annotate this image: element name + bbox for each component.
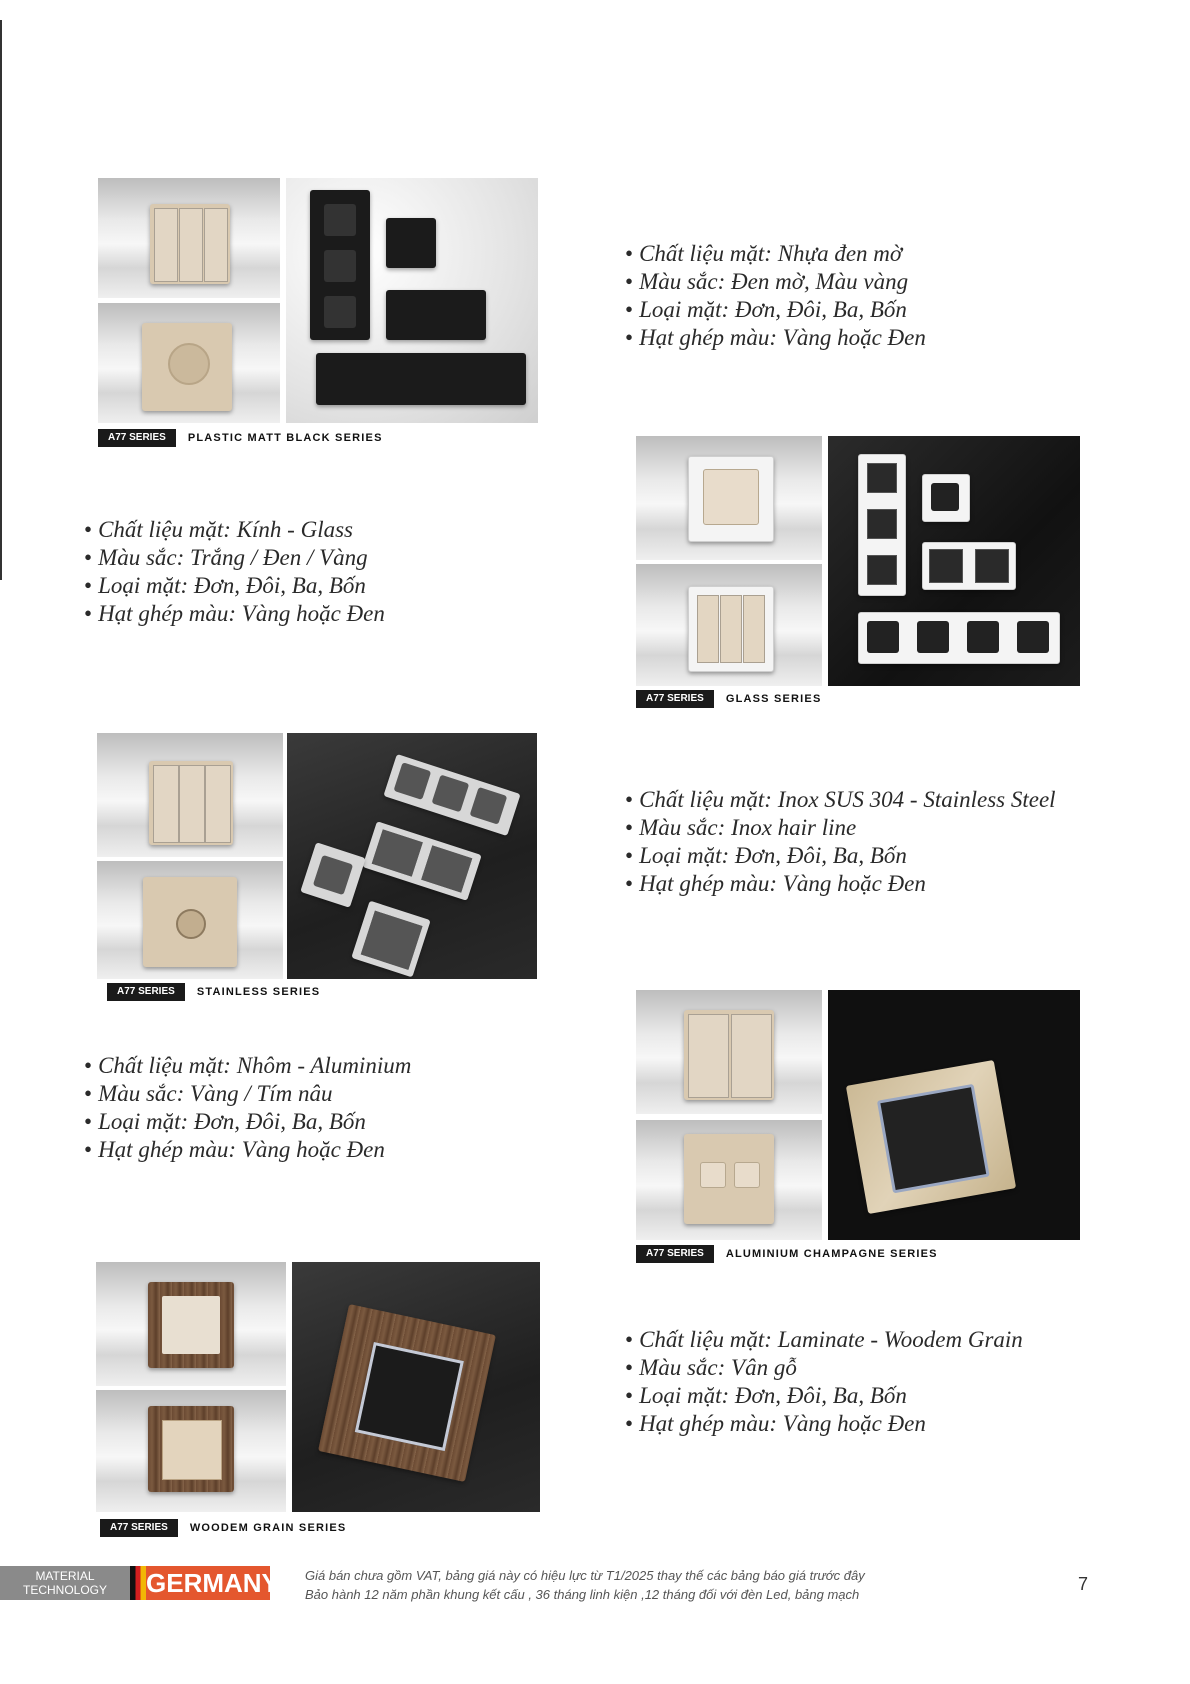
photo-glass-socket — [636, 436, 822, 560]
series-tag: A77 SERIES — [636, 1245, 714, 1263]
spec-item: • Hạt ghép màu: Vàng hoặc Đen — [625, 870, 1056, 898]
spec-list-plastic-matt-black — [625, 240, 926, 352]
product-photos-glass — [636, 436, 1080, 686]
spec-item: • Loại mặt: Đơn, Đôi, Ba, Bốn — [84, 572, 385, 600]
spec-item: • Hạt ghép màu: Vàng hoặc Đen — [84, 600, 385, 628]
photo-wood-single-switch — [96, 1390, 286, 1512]
series-label-glass — [636, 690, 822, 708]
series-name: GLASS SERIES — [725, 693, 822, 705]
spec-item: • Chất liệu mặt: Inox SUS 304 - Stainless Steel — [625, 786, 1056, 814]
series-tag: A77 SERIES — [100, 1519, 178, 1537]
spec-item: • Màu sắc: Vân gỗ — [625, 1354, 1023, 1382]
left-margin-rule — [0, 20, 2, 580]
spec-item: • Loại mặt: Đơn, Đôi, Ba, Bốn — [625, 296, 926, 324]
spec-item: • Màu sắc: Đen mờ, Màu vàng — [625, 268, 926, 296]
spec-list-aluminium — [84, 1052, 411, 1164]
spec-item: • Loại mặt: Đơn, Đôi, Ba, Bốn — [84, 1108, 411, 1136]
spec-item: • Chất liệu mặt: Nhựa đen mờ — [625, 240, 926, 268]
spec-item: • Màu sắc: Trắng / Đen / Vàng — [84, 544, 385, 572]
photo-stainless-tv-socket — [97, 861, 283, 979]
series-label-aluminium — [636, 1245, 938, 1263]
spec-item: • Chất liệu mặt: Nhôm - Aluminium — [84, 1052, 411, 1080]
photo-stainless-plates-table — [287, 733, 537, 979]
series-tag: A77 SERIES — [636, 690, 714, 708]
spec-list-woodem-grain — [625, 1326, 1023, 1438]
photo-fan-dimmer — [98, 303, 280, 423]
material-technology-badge — [0, 1566, 130, 1600]
spec-item: • Hạt ghép màu: Vàng hoặc Đen — [625, 324, 926, 352]
photo-aluminium-data-socket — [636, 1120, 822, 1240]
germany-flag-icon — [130, 1566, 146, 1600]
photo-glass-triple-switch — [636, 564, 822, 686]
spec-item: • Hạt ghép màu: Vàng hoặc Đen — [625, 1410, 1023, 1438]
spec-item: • Hạt ghép màu: Vàng hoặc Đen — [84, 1136, 411, 1164]
series-name: PLASTIC MATT BLACK SERIES — [187, 432, 383, 444]
spec-item: • Chất liệu mặt: Laminate - Woodem Grain — [625, 1326, 1023, 1354]
spec-item: • Chất liệu mặt: Kính - Glass — [84, 516, 385, 544]
product-photos-stainless — [97, 733, 537, 979]
warranty-note: Bảo hành 12 năm phần khung kết cấu , 36 tháng linh kiện ,12 tháng đối với đèn Led, bảng mạch — [305, 1587, 860, 1602]
price-warranty-notes — [305, 1566, 865, 1604]
photo-triple-switch — [98, 178, 280, 298]
spec-item: • Màu sắc: Inox hair line — [625, 814, 1056, 842]
series-name: ALUMINIUM CHAMPAGNE SERIES — [725, 1248, 938, 1260]
series-label-woodem-grain — [100, 1519, 346, 1537]
series-name: WOODEM GRAIN SERIES — [189, 1522, 347, 1534]
photo-wood-plate-dark — [292, 1262, 540, 1512]
price-note: Giá bán chưa gồm VAT, bảng giá này có hiệu lực từ T1/2025 thay thế các bảng báo giá trước đây — [305, 1568, 865, 1583]
badge-line-1: MATERIAL — [35, 1569, 95, 1583]
series-tag: A77 SERIES — [107, 983, 185, 1001]
photo-aluminium-socket-black — [828, 990, 1080, 1240]
page-number: 7 — [1078, 1574, 1089, 1594]
spec-list-stainless — [625, 786, 1056, 898]
photo-wood-dimmer — [96, 1262, 286, 1386]
photo-black-plates-marble — [286, 178, 538, 423]
spec-list-glass — [84, 516, 385, 628]
product-photos-aluminium — [636, 990, 1080, 1240]
photo-stainless-triple-switch — [97, 733, 283, 857]
series-name: STAINLESS SERIES — [196, 986, 321, 998]
series-tag: A77 SERIES — [98, 429, 176, 447]
product-photos-plastic-matt-black — [98, 178, 538, 423]
spec-item: • Loại mặt: Đơn, Đôi, Ba, Bốn — [625, 1382, 1023, 1410]
series-label-plastic-matt-black — [98, 429, 383, 447]
badge-line-2: TECHNOLOGY — [22, 1583, 107, 1597]
spec-item: • Loại mặt: Đơn, Đôi, Ba, Bốn — [625, 842, 1056, 870]
photo-aluminium-double-switch — [636, 990, 822, 1114]
page-footer — [0, 1560, 1190, 1604]
series-label-stainless — [107, 983, 320, 1001]
spec-item: • Màu sắc: Vàng / Tím nâu — [84, 1080, 411, 1108]
germany-badge: GERMANY — [146, 1568, 279, 1598]
photo-glass-white-plates-dark — [828, 436, 1080, 686]
product-photos-woodem-grain — [96, 1262, 540, 1512]
